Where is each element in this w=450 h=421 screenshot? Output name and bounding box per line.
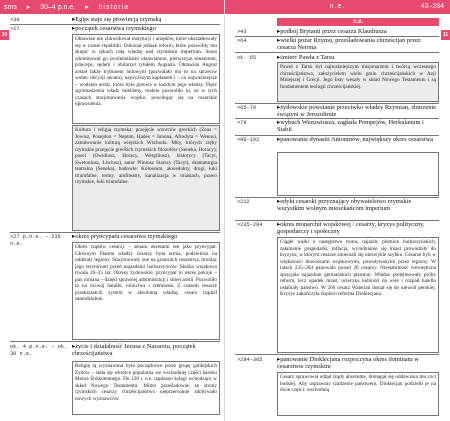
page-number: 10 [1, 32, 8, 38]
entry-text: ▸śmierć Pawła z Tarsu [277, 53, 335, 61]
entry-date: >65–70 [237, 105, 257, 111]
entry-text: ▸panowanie Dioklecjana rozpoczyna okres dominatu w cesarstwie rzymskim [277, 355, 419, 371]
entry-date: >27 p.n.e. – 235 n.e. [10, 234, 61, 247]
arrow-icon: ▸ [72, 15, 76, 23]
entry-date: >64 [237, 38, 247, 44]
arrow-icon: ▸ [72, 232, 76, 240]
arrow-icon: ▸ [277, 355, 281, 363]
arrow-icon: ▸ [277, 220, 281, 228]
arrow-icon: ▸ [277, 197, 281, 205]
entry-text: ▸wybuch Wezuwiusza, zagłada Pompejów, Herkulanum i Stabii [277, 118, 424, 134]
entry-date: >79 [237, 120, 247, 126]
entry-text: ▸życie i działalność Jezusa z Nazaretu, początek chrześcijaństwa [72, 342, 196, 358]
header-title: n.e. [329, 3, 346, 10]
antonines-box [277, 152, 439, 196]
arrow-icon: ▸ [277, 27, 281, 35]
header-arrow-icon: ▸ [85, 3, 89, 11]
entry-text: ▸żydowskie powstanie przeciwko władzy Rzymian, zburzenie świątyni w Jerozolimie [277, 103, 437, 119]
entry-text: ▸okres monarchii wojskowej / cesarzy, kryzys polityczny, gospodarczy i społeczny [277, 220, 425, 236]
divider [235, 354, 439, 355]
header-range: 43–284 [420, 3, 444, 10]
header-range: 30–4 p.n.e. [40, 4, 76, 11]
entry-date: >27 [10, 26, 20, 32]
entry-text: ▸podbój Brytanii przez cesarza Klaudiusza [277, 27, 387, 35]
arrow-icon: ▸ [277, 53, 281, 61]
page-number: 11 [442, 32, 449, 38]
divider [235, 52, 439, 53]
header-arrow-icon: ▸ [26, 3, 31, 11]
entry-text: ▸okres pryncypatu cesarstwa rzymskiego [72, 232, 178, 240]
left-header [0, 0, 225, 14]
entry-date: ok. 65 [237, 55, 257, 61]
dominate-box: Cesarz sprawował odtąd rządy absolutne, domagał się oddawania mu czci boskiej. Aby usprawnić rządzenie państwem, Dioklecjan podzielił je na dwie części: wschodnią [277, 372, 439, 416]
arrow-icon: ▸ [72, 342, 76, 350]
culture-box: Kultura i religia rzymska: przejęcie wzorców greckich (Zeus = Jowisz, Posejdon = Neptun, Hades = Junona, Afrodyta = Wenus), zamiłowanie kulturą wiejskich Wschodu. Mity, których zręby rzymskie przejęcie greckich rzymskich filozofów (Seneka, Horacy); poeci (Owidiusz, Horacy, Wergiliusz), historycy (Tacyt, Swetoniusz, Liwiusz), autor Pliniusz Starszy (Tacyt), dramaturgia teatralna (Seneka), budowle: Koloseum, akwedukty, drogi, łuki triumfalne, termy, amfiteatry, kanalizacja w miastach, prawo rzymskie, łuki triumfalne. [72, 125, 220, 231]
entry-date: ok. 4 p.n.e. – ok. 30 n.e. [10, 344, 68, 357]
augustus-box: Oktawian nie zlikwidował instytucji i urzędów, które ukształtowały się w czasie republiki. Dokonał jednak reform, które pozwoliły mu skupić w rękach całą władzę nad rzymskim imperium. Senat zdominował go zwolennikami oktawianum, pierwszym senatorem, princeps, sędem i obdarzył tytułem Augusta. Oktawian August został także trybunem ludowym (pozwalało mu to na sprzeciw wobec decyzji senatu), najwyższym kapłanem i – co najważniejsze – wodzem armii, która była gotowa w każdym jego władzy. Pięść zgromadzenia władz mieliśmy, realnie pozwoliło to, ze w tych czasach stacjonowania wojsko, powołując się na cesarskie uprawnienia. [72, 34, 220, 124]
entry-date: >235–284 [237, 222, 263, 228]
entry-text: ▸wielki pożar Rzymu, prześladowania chrześcijan przez cesarza Nerona [277, 36, 421, 52]
era-label: n.e. [277, 18, 439, 26]
header-sms: sms [4, 4, 17, 11]
entry-date: >212 [237, 199, 250, 205]
entry-text: ▸edykt cesarski przyznający obywatelstwo rzymskie wszystkim wolnym mieszkańcom imperium [277, 197, 412, 213]
principate-box: Okres rządów cesarzy – senatu okresami ten jako pryncypat. Głównym filarem władzy cesarzy była armia, podzielona na oddziały legiony. Stacjonowały one na granicach cesarstwa, broniąc jego terytorium przed najazdami barbarzyńców. Służba wojskowa trwała 20–25 lat. Okresy żydowskie, pryncypat to okres pokoju – pax romana – dzięki sprawnej administracji i silnej armii. Pozwoliło to na rozwój handlu, rolnictwa i rzemiosła. Z czasem cesarze przekształcili system w absolutną władzę, cesarz rządził samodzielnie. [72, 242, 220, 340]
divider [10, 341, 220, 342]
entry-text: ▸panowanie dynastii Antoninów, największy okres cesarstwa [277, 135, 434, 143]
entry-text: ▸Egipt staje się prowincją rzymską [72, 15, 162, 23]
arrow-icon: ▸ [277, 135, 281, 143]
crisis-box: Ciągłe walki o następstwo tronu, najazdy plemion barbarzyńskich, załamanie gospodarki, inflacja, wyludnianie się miast prowadziły do kryzysu, w którym cesarze zmieniali się niezwykle szybko. Cesarze byli w większości dowódcami wojskowymi, powoływanymi przez legiony. W latach 235–284 panowało ponad 20 cesarzy. Niestabilność wewnętrzna sprzyjała najazdom germańskich plemion. Władze podejmowały próby reform, lecz upadek miast, ucieczka ludności na wieś i rozpad handlu osłabiały państwo. W 260 cesarz Walerian dostał się do niewoli perskiej. Kryzys zakończyła dopiero reforma Dioklecjana. [277, 237, 439, 353]
arrow-icon: ▸ [277, 118, 281, 126]
entry-text: ▸początek cesarstwa rzymskiego [72, 24, 156, 32]
christianity-box: Religię tą wyznawana była początkowo przez grupę galilejskich Żydów – stała się wkrótce popularna we wschodniej części basenu Morza Śródziemnego. Do 120 r. n.e. napisano księgi wchodzące w skład Nowego Testamentu. Mimo prześladowań ze strony rzymskich cesarzy chrześcijaństwo nieprzerwanie zdobywało nowych wyznawców. [72, 361, 220, 415]
right-page [225, 0, 450, 421]
arrow-icon: ▸ [277, 103, 281, 111]
arrow-icon: ▸ [72, 24, 76, 32]
arrow-icon: ▸ [277, 36, 281, 44]
entry-date: >96–192 [237, 137, 260, 143]
header-title: historia [98, 4, 130, 11]
paul-box: Paweł z Tarsu był najważniejszym misjonarzem i twórcą wczesnego chrześcijaństwa, założycielem wielu gmin chrześcijańskich w Azji Mniejszej i Grecji. Jego listy weszły w skład Nowego Testamentu i są fundamentem teologii chrześcijańskiej. [277, 62, 439, 102]
entry-date: >43 [237, 29, 247, 35]
entry-date: >30 [10, 17, 20, 23]
right-header [225, 0, 450, 14]
entry-date: >284–305 [237, 357, 263, 363]
